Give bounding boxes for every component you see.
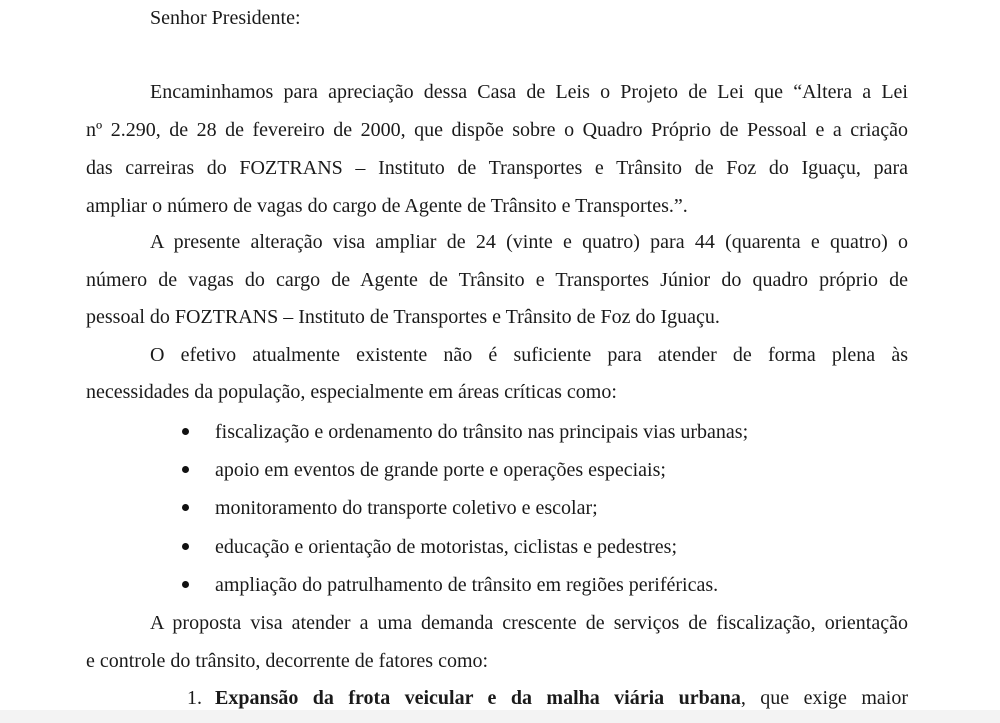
bullet-text: ampliação do patrulhamento de trânsito em regiões periféricas. xyxy=(215,574,719,596)
paragraph-4-line-1: A proposta visa atender a uma demanda crescente de serviços de fiscalização, orientação xyxy=(150,612,908,634)
bullet-item xyxy=(182,535,677,559)
paragraph-3-line-2: necessidades da população, especialmente em áreas críticas como: xyxy=(86,381,617,403)
bullet-text: fiscalização e ordenamento do trânsito nas principais vias urbanas; xyxy=(215,421,749,443)
page-bottom-edge xyxy=(0,710,1000,723)
bullet-icon xyxy=(182,428,189,435)
numbered-item-rest-text: , que exige maior xyxy=(740,687,908,709)
paragraph-1-line-4: ampliar o número de vagas do cargo de Agente de Trânsito e Transportes.”. xyxy=(86,195,688,217)
bullet-icon xyxy=(182,543,189,550)
paragraph-2-line-1: A presente alteração visa ampliar de 24 (vinte e quatro) para 44 (quarenta e quatro) o xyxy=(150,231,908,253)
paragraph-2-line-3: pessoal do FOZTRANS – Instituto de Transportes e Trânsito de Foz do Iguaçu. xyxy=(86,306,720,328)
numbered-item-number: 1. xyxy=(187,687,202,709)
bullet-icon xyxy=(182,581,189,588)
salutation: Senhor Presidente: xyxy=(150,7,301,29)
bullet-text: educação e orientação de motoristas, ciclistas e pedestres; xyxy=(215,536,678,558)
bullet-icon xyxy=(182,466,189,473)
bullet-item xyxy=(182,496,598,520)
bullet-item xyxy=(182,420,748,444)
numbered-item xyxy=(187,686,908,710)
bullet-text: monitoramento do transporte coletivo e escolar; xyxy=(215,497,598,519)
numbered-item-body xyxy=(215,686,908,710)
paragraph-1-line-3: das carreiras do FOZTRANS – Instituto de Transportes e Trânsito de Foz do Iguaçu, para xyxy=(86,157,908,179)
bullet-item xyxy=(182,458,666,482)
numbered-item-bold-text: Expansão da frota veicular e da malha viária urbana xyxy=(215,687,741,709)
bullet-text: apoio em eventos de grande porte e operações especiais; xyxy=(215,459,666,481)
paragraph-1-line-1: Encaminhamos para apreciação dessa Casa de Leis o Projeto de Lei que “Altera a Lei xyxy=(150,81,908,103)
paragraph-1-line-2: nº 2.290, de 28 de fevereiro de 2000, que dispõe sobre o Quadro Próprio de Pessoal e a criação xyxy=(86,119,908,141)
paragraph-2-line-2: número de vagas do cargo de Agente de Trânsito e Transportes Júnior do quadro próprio de xyxy=(86,269,908,291)
bullet-icon xyxy=(182,504,189,511)
paragraph-3-line-1: O efetivo atualmente existente não é suficiente para atender de forma plena às xyxy=(150,344,908,366)
paragraph-4-line-2: e controle do trânsito, decorrente de fatores como: xyxy=(86,650,489,672)
bullet-item xyxy=(182,573,718,597)
